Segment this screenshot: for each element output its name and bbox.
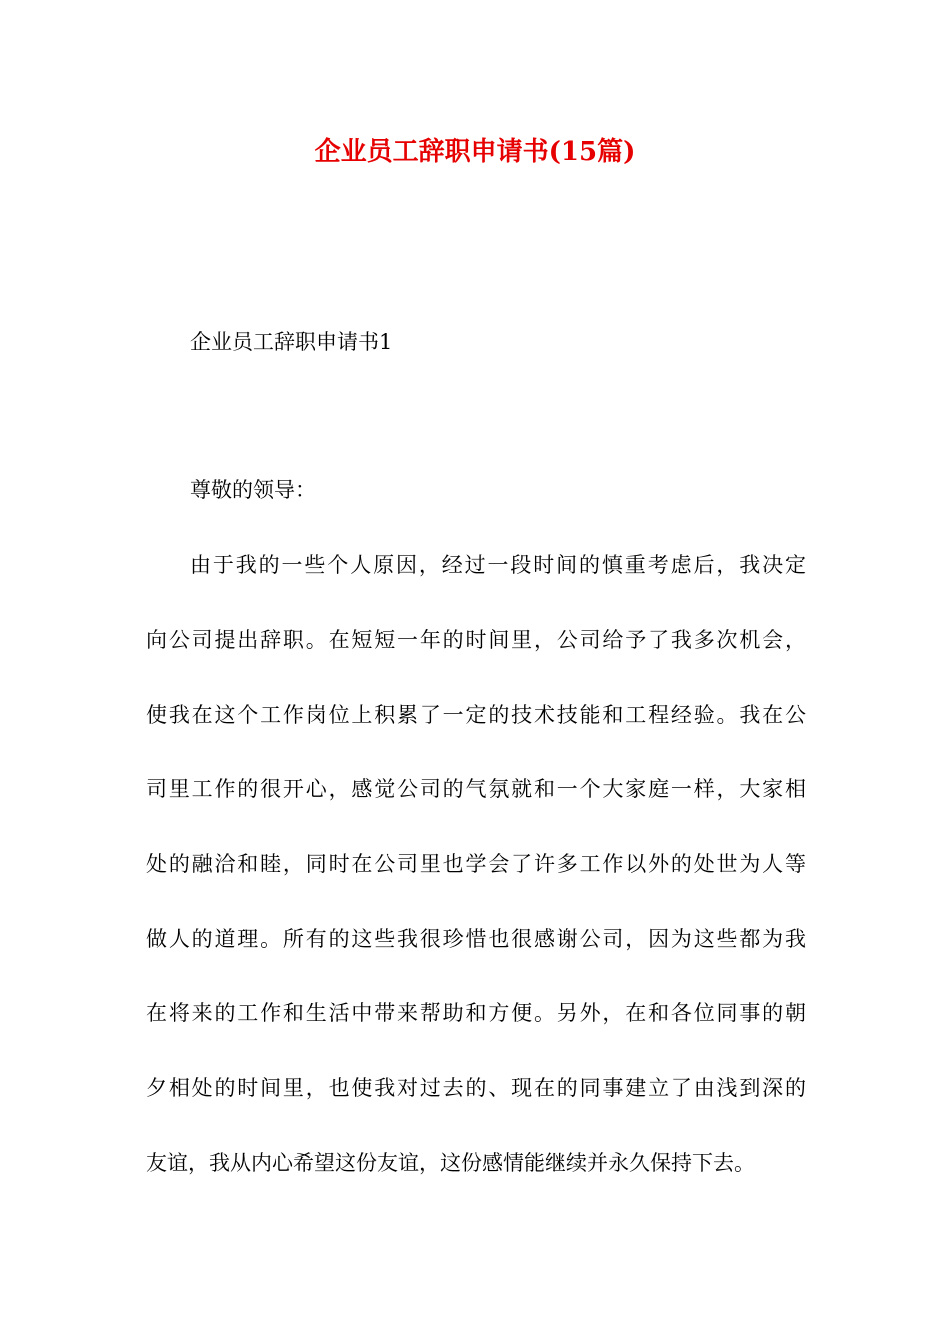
paragraph-line: 在将来的工作和生活中带来帮助和方便。另外，在和各位同事的朝 — [146, 1001, 806, 1025]
paragraph-line: 做人的道理。所有的这些我很珍惜也很感谢公司，因为这些都为我 — [146, 927, 806, 951]
paragraph-line: 友谊，我从内心希望这份友谊，这份感情能继续并永久保持下去。 — [146, 1151, 755, 1175]
document-title: 企业员工辞职申请书(15篇) — [314, 137, 636, 167]
paragraph-line: 夕相处的时间里，也使我对过去的、现在的同事建立了由浅到深的 — [146, 1076, 806, 1100]
paragraph-line: 向公司提出辞职。在短短一年的时间里，公司给予了我多次机会， — [146, 628, 806, 652]
paragraph-line: 司里工作的很开心，感觉公司的气氛就和一个大家庭一样，大家相 — [146, 777, 806, 801]
paragraph-line: 处的融洽和睦，同时在公司里也学会了许多工作以外的处世为人等 — [146, 852, 806, 876]
paragraph-line: 使我在这个工作岗位上积累了一定的技术技能和工程经验。我在公 — [146, 703, 806, 727]
salutation: 尊敬的领导： — [190, 478, 316, 502]
section-heading: 企业员工辞职申请书1 — [190, 330, 393, 354]
paragraph-line: 由于我的一些个人原因，经过一段时间的慎重考虑后，我决定 — [190, 553, 806, 577]
